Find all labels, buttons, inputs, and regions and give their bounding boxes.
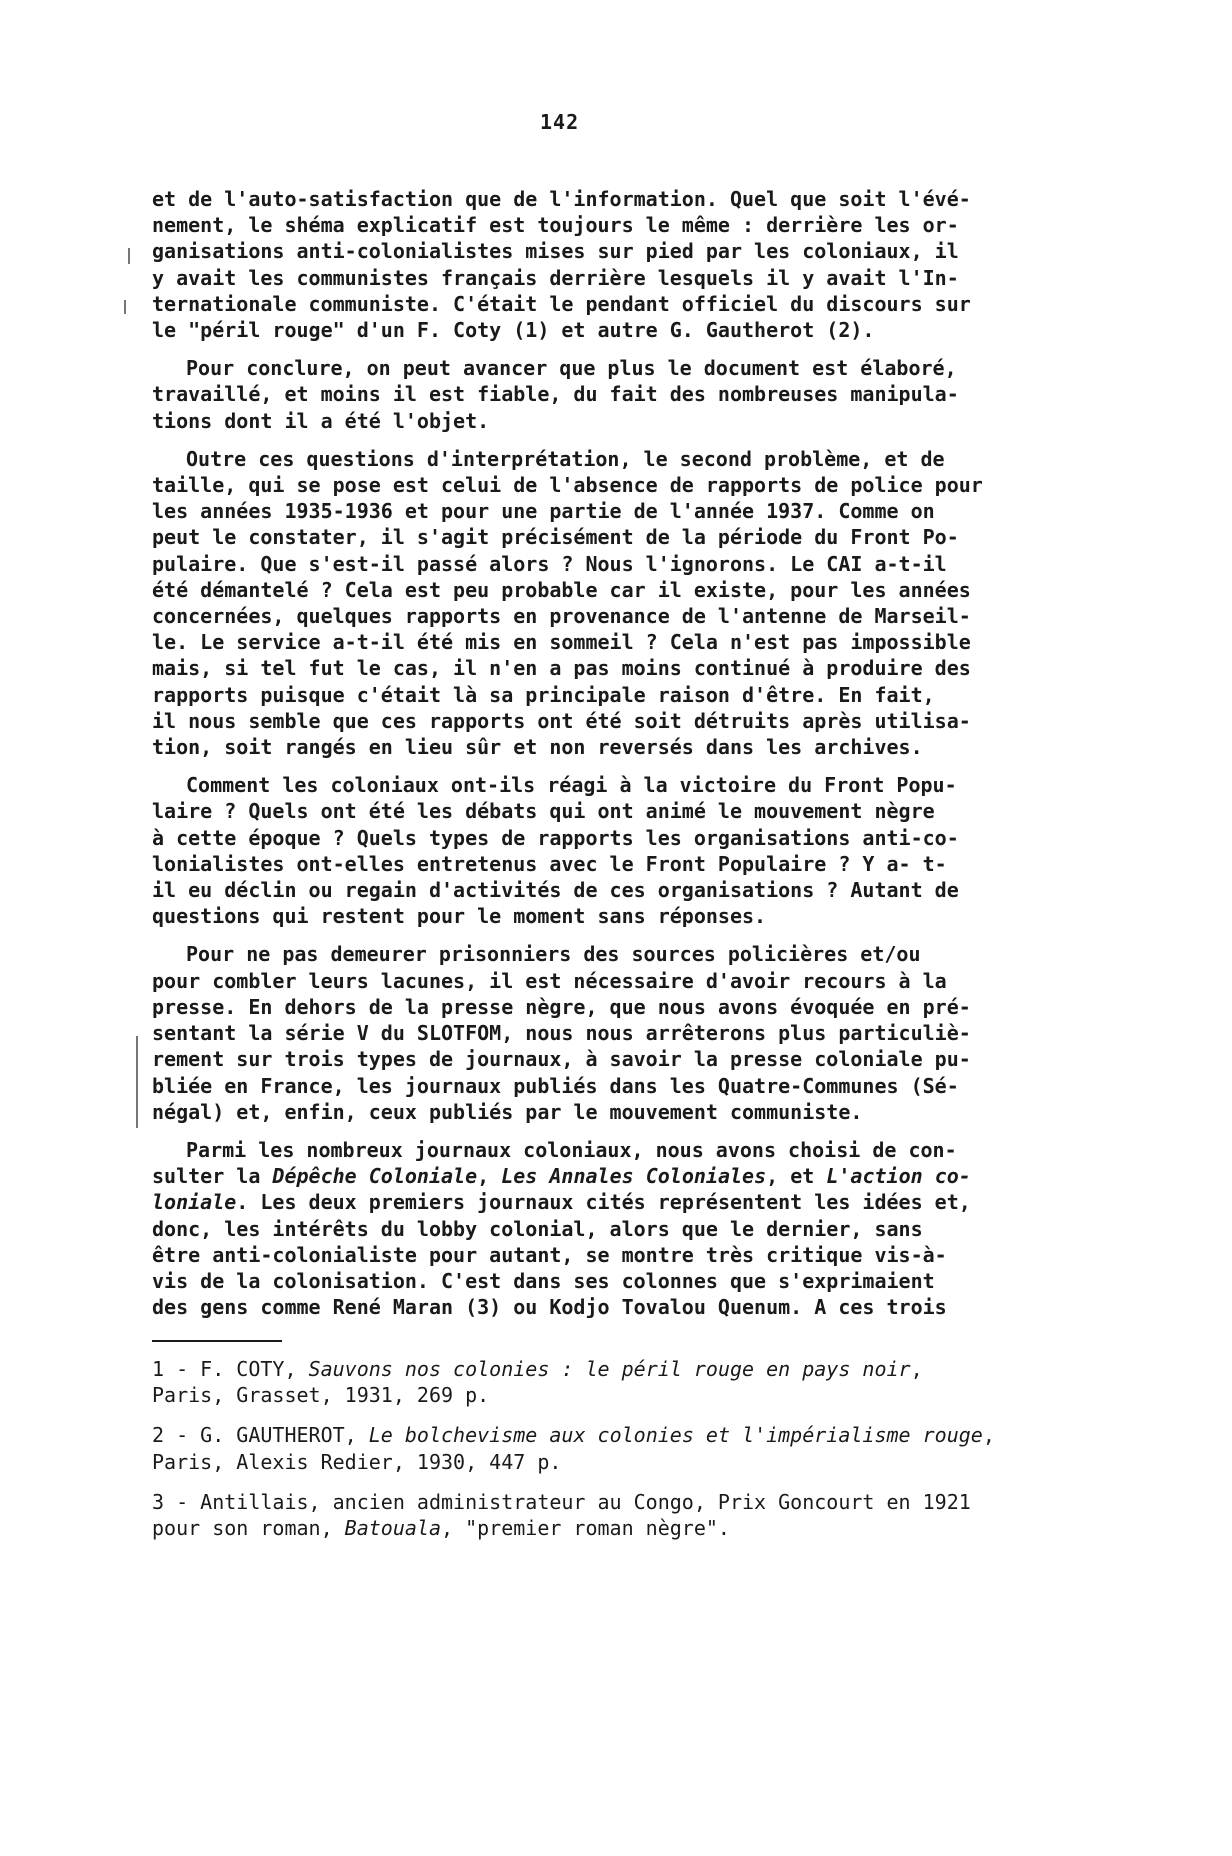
footnote-line: [152, 1356, 1092, 1382]
text-run: , "premier roman nègre".: [440, 1516, 730, 1541]
footnote-line: [152, 1422, 1092, 1448]
text-line: [152, 577, 1052, 603]
text-line: [152, 903, 1052, 929]
paragraph: [152, 941, 1052, 1124]
text-run: travaillé, et moins il est fiable, du fait des nombreuses manipula-: [152, 382, 959, 407]
text-line: [152, 212, 1052, 238]
text-line: [152, 1163, 1052, 1189]
text-run: ternationale communiste. C'était le pendant officiel du discours sur: [152, 291, 971, 316]
text-line: [152, 381, 1052, 407]
text-run: taille, qui se pose est celui de l'absence de rapports de police pour: [152, 473, 983, 498]
text-line: [152, 1294, 1052, 1320]
text-line: [152, 1216, 1052, 1242]
text-line: [152, 968, 1052, 994]
text-run: Paris, Grasset, 1931, 269 p.: [152, 1383, 490, 1408]
text-run: lonialistes ont-elles entretenus avec le Front Populaire ? Y a- t-: [152, 851, 947, 876]
text-line: [152, 798, 1052, 824]
text-line: [152, 941, 1052, 967]
text-run: Outre ces questions d'interprétation, le second problème, et de: [186, 446, 945, 471]
text-line: [152, 682, 1052, 708]
text-line: [152, 446, 1052, 472]
text-run: tions dont il a été l'objet.: [152, 408, 490, 433]
text-run: pour son roman,: [152, 1516, 345, 1541]
italic-title: Les Annales Coloniales: [501, 1164, 767, 1189]
text-run: ganisations anti-colonialistes mises sur pied par les coloniaux, il: [152, 239, 959, 264]
text-line: [152, 472, 1052, 498]
text-run: peut le constater, il s'agit précisément de la période du Front Po-: [152, 525, 959, 550]
paragraph: [152, 355, 1052, 434]
text-run: tion, soit rangés en lieu sûr et non reversés dans les archives.: [152, 735, 923, 760]
footnote-line: [152, 1515, 1092, 1541]
text-run: presse. En dehors de la presse nègre, que nous avons évoquée en pré-: [152, 994, 971, 1019]
text-run: 2 - G. GAUTHEROT,: [152, 1423, 369, 1448]
italic-title: Dépêche Coloniale: [272, 1164, 478, 1189]
text-run: pour combler leurs lacunes, il est nécessaire d'avoir recours à la: [152, 968, 947, 993]
margin-mark: [128, 248, 130, 264]
footnote: [152, 1489, 1092, 1541]
italic-title: Le bolchevisme aux colonies et l'impérialisme rouge: [368, 1423, 983, 1448]
text-run: ,: [910, 1357, 923, 1381]
text-run: questions qui restent pour le moment sans réponses.: [152, 904, 767, 929]
text-run: rapports puisque c'était là sa principale raison d'être. En fait,: [152, 682, 935, 707]
text-run: être anti-colonialiste pour autant, se montre très critique vis-à-: [152, 1242, 947, 1267]
text-run: Paris, Alexis Redier, 1930, 447 p.: [152, 1449, 562, 1474]
text-run: y avait les communistes français derrière lesquels il y avait l'In-: [152, 265, 959, 290]
text-run: . Les deux premiers journaux cités représentent les idées et,: [236, 1190, 971, 1215]
text-run: nement, le shéma explicatif est toujours le même : derrière les or-: [152, 213, 959, 238]
footnote: [152, 1422, 1092, 1474]
footnotes: [152, 1356, 1092, 1555]
text-line: [152, 265, 1052, 291]
italic-title: L'action co-: [826, 1164, 971, 1189]
text-line: [152, 498, 1052, 524]
footnote-line: [152, 1449, 1092, 1475]
text-run: ,: [982, 1423, 995, 1448]
text-run: négal) et, enfin, ceux publiés par le mouvement communiste.: [152, 1099, 863, 1124]
text-run: donc, les intérêts du lobby colonial, alors que le dernier, sans: [152, 1216, 923, 1241]
text-run: et de l'auto-satisfaction que de l'information. Quel que soit l'évé-: [152, 187, 971, 211]
text-line: [152, 238, 1052, 264]
text-line: [152, 1099, 1052, 1125]
italic-title: Batouala: [344, 1516, 441, 1541]
text-line: [152, 408, 1052, 434]
text-run: mais, si tel fut le cas, il n'en a pas moins continué à produire des: [152, 656, 971, 681]
text-line: [152, 708, 1052, 734]
text-run: il eu déclin ou regain d'activités de ces organisations ? Autant de: [152, 878, 959, 903]
text-line: [152, 734, 1052, 760]
page-number: 142: [540, 110, 580, 134]
text-line: [152, 994, 1052, 1020]
text-line: [152, 1046, 1052, 1072]
paragraph: [152, 772, 1052, 929]
text-line: [152, 1137, 1052, 1163]
text-run: pulaire. Que s'est-il passé alors ? Nous l'ignorons. Le CAI a-t-il: [152, 551, 947, 576]
text-line: [152, 1189, 1052, 1215]
text-line: [152, 355, 1052, 381]
text-line: [152, 1242, 1052, 1268]
text-line: [152, 772, 1052, 798]
text-run: sentant la série V du SLOTFOM, nous nous arrêterons plus particuliè-: [152, 1021, 971, 1046]
text-run: vis de la colonisation. C'est dans ses colonnes que s'exprimaient: [152, 1268, 935, 1293]
text-run: sulter la: [152, 1164, 273, 1189]
footnote-line: [152, 1382, 1092, 1408]
text-run: le "péril rouge" d'un F. Coty (1) et autre G. Gautherot (2).: [152, 318, 875, 343]
paragraph: [152, 186, 1052, 343]
footnote-separator: [152, 1340, 282, 1342]
text-run: Parmi les nombreux journaux coloniaux, nous avons choisi de con-: [186, 1137, 957, 1162]
text-run: 3 - Antillais, ancien administrateur au Congo, Prix Goncourt en 1921: [152, 1489, 971, 1514]
text-line: [152, 524, 1052, 550]
italic-title: loniale: [152, 1190, 237, 1215]
paragraph: [152, 446, 1052, 760]
text-run: Pour conclure, on peut avancer que plus le document est élaboré,: [186, 356, 957, 381]
margin-mark: [124, 300, 126, 314]
text-run: Comment les coloniaux ont-ils réagi à la victoire du Front Popu-: [186, 773, 957, 798]
text-run: concernées, quelques rapports en provenance de l'antenne de Marseil-: [152, 604, 971, 629]
text-line: [152, 825, 1052, 851]
text-line: [152, 655, 1052, 681]
text-run: Pour ne pas demeurer prisonniers des sources policières et/ou: [186, 942, 921, 967]
paragraph: [152, 1137, 1052, 1320]
text-run: , et: [766, 1164, 827, 1189]
footnote-line: [152, 1489, 1092, 1515]
text-line: [152, 1073, 1052, 1099]
text-line: [152, 317, 1052, 343]
text-line: [152, 603, 1052, 629]
text-run: les années 1935-1936 et pour une partie de l'année 1937. Comme on: [152, 499, 935, 524]
text-run: laire ? Quels ont été les débats qui ont animé le mouvement nègre: [152, 799, 935, 824]
text-run: bliée en France, les journaux publiés dans les Quatre-Communes (Sé-: [152, 1073, 959, 1098]
text-run: 1 - F. COTY,: [152, 1357, 309, 1381]
text-line: [152, 877, 1052, 903]
margin-mark: [136, 1036, 138, 1128]
text-run: des gens comme René Maran (3) ou Kodjo Tovalou Quenum. A ces trois: [152, 1295, 947, 1320]
text-line: [152, 629, 1052, 655]
text-line: [152, 1268, 1052, 1294]
text-line: [152, 291, 1052, 317]
text-run: le. Le service a-t-il été mis en sommeil ? Cela n'est pas impossible: [152, 630, 971, 655]
text-line: [152, 186, 1052, 212]
text-run: été démantelé ? Cela est peu probable car il existe, pour les années: [152, 577, 971, 602]
text-run: à cette époque ? Quels types de rapports les organisations anti-co-: [152, 825, 959, 850]
text-line: [152, 851, 1052, 877]
italic-title: Sauvons nos colonies : le péril rouge en pays noir: [308, 1357, 911, 1381]
text-run: rement sur trois types de journaux, à savoir la presse coloniale pu-: [152, 1047, 971, 1072]
text-line: [152, 551, 1052, 577]
body-text: [152, 186, 1052, 1332]
text-run: il nous semble que ces rapports ont été soit détruits après utilisa-: [152, 708, 971, 733]
footnote: [152, 1356, 1092, 1408]
text-line: [152, 1020, 1052, 1046]
text-run: ,: [477, 1164, 502, 1189]
